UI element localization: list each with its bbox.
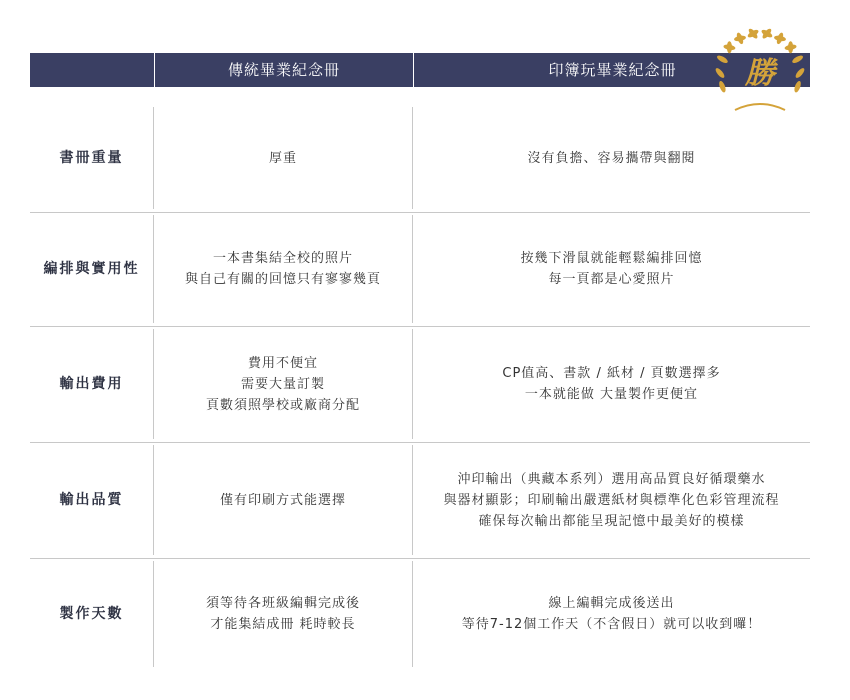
yinbuwan-cell-line: 每一頁都是心愛照片 [548, 272, 675, 287]
table-row [30, 215, 810, 323]
laurel-leaf [714, 67, 726, 80]
traditional-cell-line: 須等待各班級編輯完成後 [205, 596, 360, 611]
traditional-cell-line: 需要大量訂製 [240, 376, 325, 392]
laurel-ribbon [735, 104, 785, 110]
table-row [30, 561, 810, 667]
traditional-cell-line: 僅有印刷方式能選擇 [219, 492, 346, 508]
yinbuwan-cell [413, 329, 810, 439]
row-divider [30, 442, 810, 443]
row-divider [30, 212, 810, 213]
traditional-cell-line: 與自己有關的回憶只有寥寥幾頁 [184, 272, 381, 287]
laurel-leaf [784, 44, 797, 51]
yinbuwan-cell-line: 等待7-12個工作天（不含假日）就可以收到囉！ [461, 617, 762, 632]
column-divider [153, 107, 154, 209]
row-divider [30, 558, 810, 559]
laurel-leaf [716, 54, 729, 65]
header-yinbuwan: 印簿玩畢業紀念冊 [413, 53, 811, 87]
row-label: 編排與實用性 [43, 260, 140, 277]
column-divider [153, 561, 154, 667]
traditional-cell-line: 費用不便宜 [247, 355, 318, 371]
column-divider [153, 215, 154, 323]
laurel-leaf [791, 54, 804, 65]
laurel-leaf [718, 80, 727, 93]
traditional-cell-line: 頁數須照學校或廠商分配 [205, 397, 360, 413]
traditional-cell [154, 561, 412, 667]
table-row [30, 329, 810, 439]
yinbuwan-cell [413, 445, 810, 555]
yinbuwan-cell-line: 沒有負擔、容易攜帶與翻閱 [527, 150, 696, 166]
traditional-cell-line: 一本書集結全校的照片 [212, 251, 353, 266]
yinbuwan-cell [413, 561, 810, 667]
header-traditional: 傳統畢業紀念冊 [154, 53, 413, 87]
badge-win-text: 勝 [745, 56, 775, 91]
traditional-cell-line: 厚重 [268, 150, 297, 166]
column-divider [412, 107, 413, 209]
traditional-cell-line: 才能集結成冊 耗時較長 [210, 617, 356, 632]
row-label: 輸出品質 [59, 491, 124, 508]
row-label: 製作天數 [59, 605, 124, 622]
yinbuwan-cell [413, 215, 810, 323]
yinbuwan-cell-line: 按幾下滑鼠就能輕鬆編排回憶 [520, 251, 703, 266]
yinbuwan-cell-line: 線上編輯完成後送出 [548, 596, 675, 611]
yinbuwan-cell-line: CP值高、書款 / 紙材 / 頁數選擇多 [502, 366, 721, 381]
table-header [30, 53, 810, 87]
table-row [30, 445, 810, 555]
column-divider [153, 329, 154, 439]
column-divider [412, 445, 413, 555]
win-laurel-badge [705, 18, 815, 124]
laurel-leaf [760, 28, 773, 39]
column-divider [153, 445, 154, 555]
row-divider [30, 326, 810, 327]
row-label: 書冊重量 [59, 149, 124, 166]
laurel-leaf [794, 67, 806, 80]
traditional-cell [154, 107, 412, 209]
column-divider [412, 561, 413, 667]
yinbuwan-cell-line: 一本就能做 大量製作更便宜 [524, 387, 699, 402]
table-row [30, 107, 810, 209]
yinbuwan-cell-line: 確保每次輸出都能呈現記憶中最美好的模樣 [478, 513, 745, 529]
traditional-cell [154, 329, 412, 439]
yinbuwan-cell-line: 沖印輸出（典藏本系列）選用高品質良好循環藥水 [457, 471, 766, 487]
column-divider [412, 215, 413, 323]
row-label: 輸出費用 [59, 375, 124, 392]
comparison-table [30, 0, 810, 700]
traditional-cell [154, 215, 412, 323]
traditional-cell [154, 445, 412, 555]
laurel-leaf [793, 80, 802, 93]
laurel-leaf [774, 35, 787, 42]
column-divider [412, 329, 413, 439]
laurel-leaf [727, 41, 732, 53]
yinbuwan-cell-line: 與器材顯影；印刷輸出嚴選紙材與標準化色彩管理流程 [443, 492, 780, 508]
header-empty-cell [30, 53, 153, 87]
